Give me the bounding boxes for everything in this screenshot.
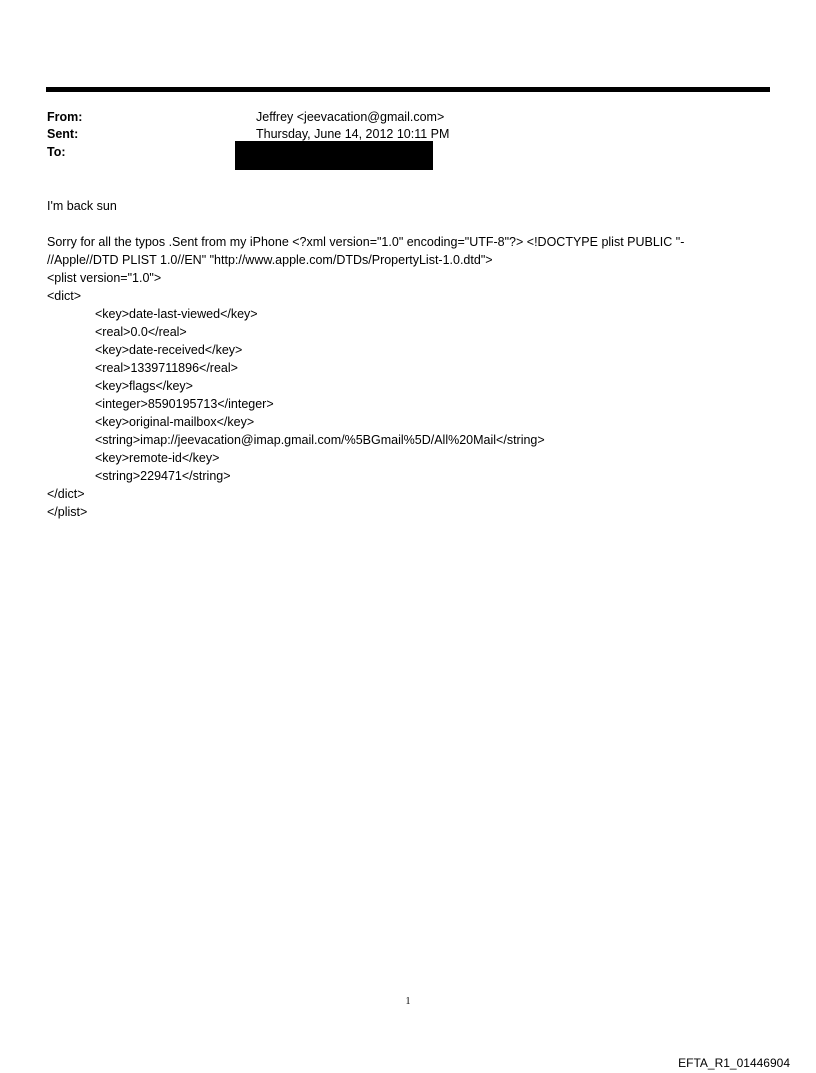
from-value: Jeffrey <jeevacation@gmail.com>: [256, 110, 445, 124]
from-label: From:: [47, 110, 83, 124]
plist-line: <key>original-mailbox</key>: [95, 415, 255, 429]
plist-line: <real>1339711896</real>: [95, 361, 238, 375]
plist-line: <string>imap://jeevacation@imap.gmail.com/%5BGmail%5D/All%20Mail</string>: [95, 433, 545, 447]
page-number: 1: [405, 996, 411, 1007]
plist-line: <string>229471</string>: [95, 469, 231, 483]
greeting: I'm back sun: [47, 199, 117, 213]
sent-label: Sent:: [47, 127, 79, 141]
to-label: To:: [47, 145, 66, 159]
plist-line: <key>date-received</key>: [95, 343, 243, 357]
bates-number: EFTA_R1_01446904: [678, 1056, 790, 1070]
body-line-3: <plist version="1.0">: [47, 271, 162, 285]
plist-line: <real>0.0</real>: [95, 325, 187, 339]
plist-line: <key>date-last-viewed</key>: [95, 307, 258, 321]
plist-line: <key>remote-id</key>: [95, 451, 220, 465]
plist-line: <integer>8590195713</integer>: [95, 397, 274, 411]
close-plist-line: </plist>: [47, 505, 88, 519]
plist-line: <key>flags</key>: [95, 379, 193, 393]
body-line-4: <dict>: [47, 289, 82, 303]
close-dict-line: </dict>: [47, 487, 85, 501]
body-line-2: //Apple//DTD PLIST 1.0//EN" "http://www.apple.com/DTDs/PropertyList-1.0.dtd">: [47, 253, 493, 267]
body-line-1: Sorry for all the typos .Sent from my iPhone <?xml version="1.0" encoding="UTF-8"?> <!DOCTYPE plist PUBLIC "-: [47, 235, 685, 249]
sent-value: Thursday, June 14, 2012 10:11 PM: [256, 127, 450, 141]
top-rule: [46, 87, 770, 92]
redaction-box: [235, 141, 433, 170]
